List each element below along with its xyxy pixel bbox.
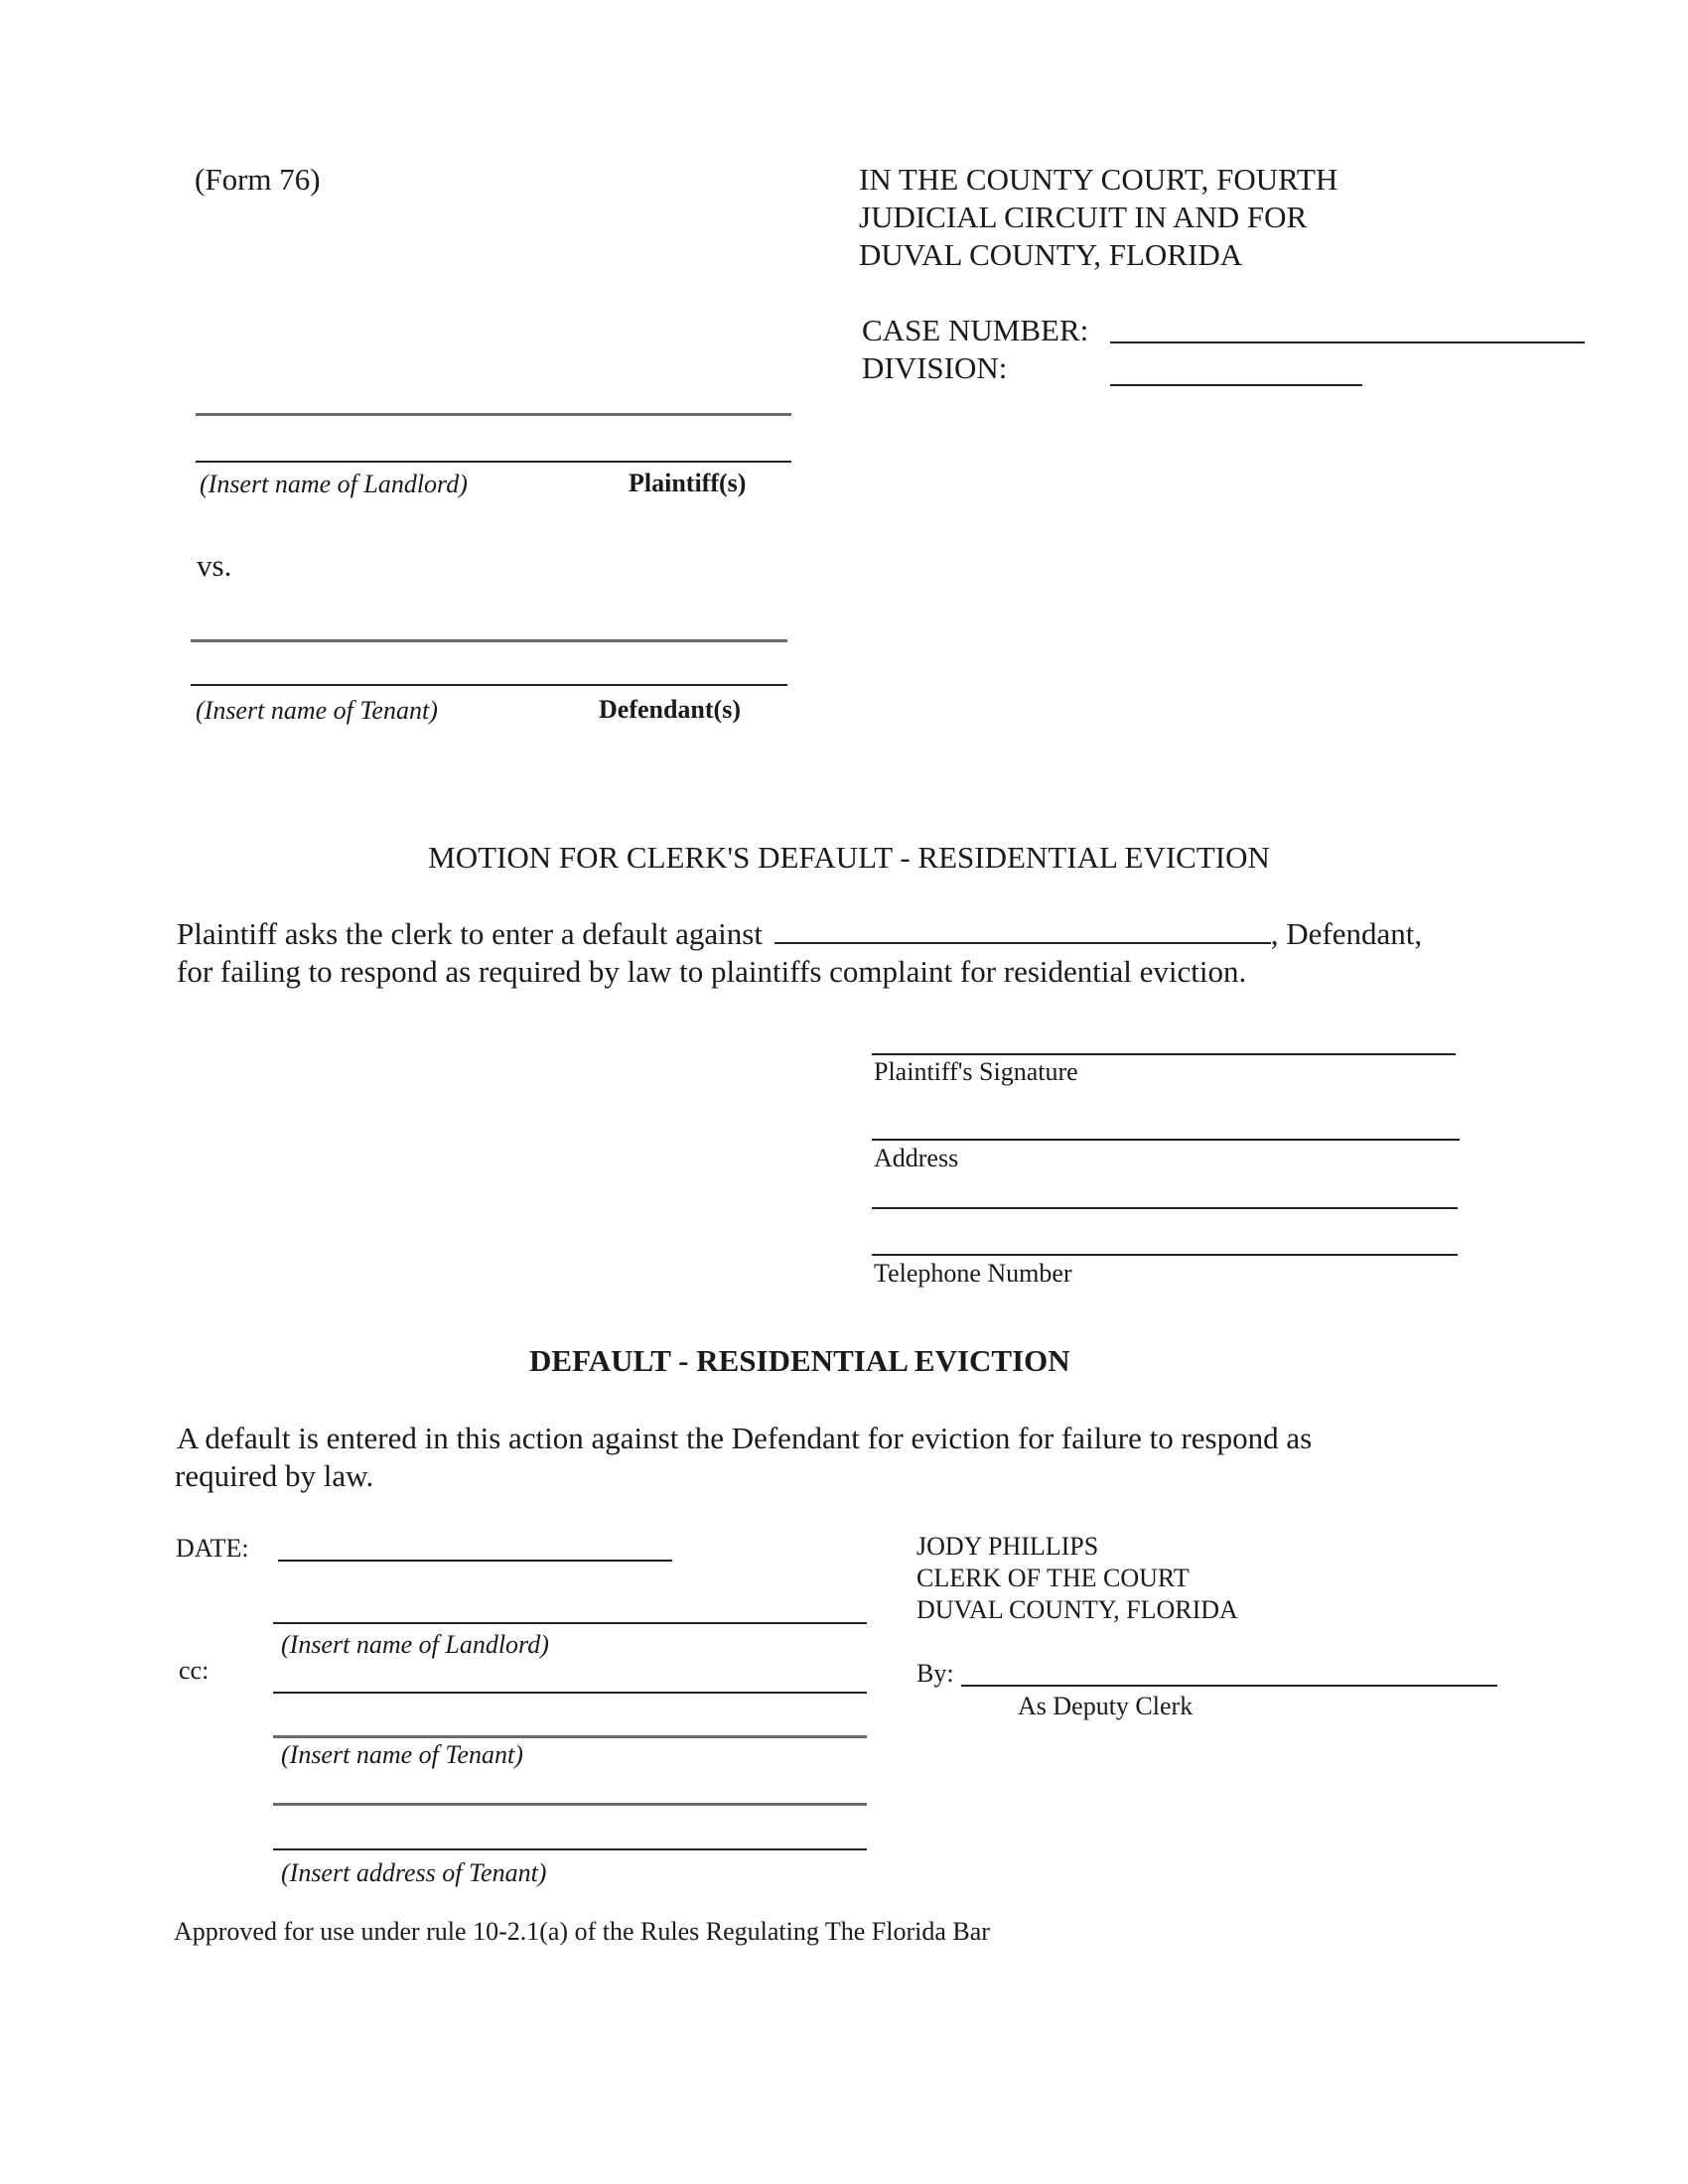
tenant-hint: (Insert name of Tenant) [196, 696, 438, 725]
cc-address-hint: (Insert address of Tenant) [281, 1858, 547, 1887]
plaintiff-signature-field[interactable] [872, 1053, 1456, 1055]
cc-tenant-field[interactable] [273, 1735, 867, 1738]
case-number-label: CASE NUMBER: [862, 313, 1089, 347]
landlord-name-field-2[interactable] [196, 461, 791, 463]
cc-tenant-hint: (Insert name of Tenant) [281, 1740, 523, 1769]
cc-landlord-hint: (Insert name of Landlord) [281, 1630, 549, 1659]
cc-tenant-address-field-2[interactable] [273, 1848, 867, 1850]
motion-text-before-blank: Plaintiff asks the clerk to enter a default against [177, 916, 763, 951]
address-label: Address [874, 1144, 959, 1172]
default-text-line-2: required by law. [175, 1458, 374, 1493]
address-field[interactable] [872, 1139, 1460, 1141]
deputy-label: As Deputy Clerk [1018, 1692, 1194, 1720]
clerk-line-1: JODY PHILLIPS [916, 1532, 1099, 1561]
by-label: By: [916, 1659, 954, 1688]
date-label: DATE: [176, 1534, 249, 1563]
motion-text-line-1 [177, 915, 1422, 953]
plaintiff-label: Plaintiff(s) [629, 469, 747, 497]
form-label: (Form 76) [195, 162, 321, 197]
landlord-name-field-1[interactable] [196, 413, 791, 416]
signature-label: Plaintiff's Signature [874, 1057, 1078, 1086]
clerk-line-2: CLERK OF THE COURT [916, 1564, 1190, 1592]
tenant-name-field-1[interactable] [191, 639, 787, 642]
telephone-field[interactable] [872, 1254, 1458, 1256]
motion-text-line-2: for failing to respond as required by law to plaintiffs complaint for residential eviction. [177, 954, 1247, 989]
tenant-name-field-2[interactable] [191, 684, 787, 686]
motion-text-after-blank: , Defendant, [1270, 916, 1423, 951]
cc-tenant-address-field-1[interactable] [273, 1803, 867, 1806]
division-label: DIVISION: [862, 350, 1008, 385]
date-field[interactable] [278, 1560, 672, 1562]
clerk-line-3: DUVAL COUNTY, FLORIDA [916, 1595, 1238, 1624]
court-line-3: DUVAL COUNTY, FLORIDA [859, 237, 1243, 272]
default-title: DEFAULT - RESIDENTIAL EVICTION [529, 1343, 1070, 1378]
court-line-2: JUDICIAL CIRCUIT IN AND FOR [859, 200, 1308, 234]
defendant-label: Defendant(s) [599, 695, 741, 724]
cc-landlord-field[interactable] [273, 1622, 867, 1624]
deputy-clerk-signature-field[interactable] [961, 1685, 1497, 1687]
landlord-hint: (Insert name of Landlord) [200, 470, 468, 498]
court-line-1: IN THE COUNTY COURT, FOURTH [859, 162, 1338, 197]
division-field[interactable] [1110, 384, 1362, 386]
case-number-field[interactable] [1110, 341, 1585, 343]
telephone-label: Telephone Number [874, 1259, 1072, 1288]
motion-title: MOTION FOR CLERK'S DEFAULT - RESIDENTIAL EVICTION [428, 840, 1270, 875]
vs-label: vs. [197, 548, 232, 583]
default-text-line-1: A default is entered in this action against the Defendant for eviction for failure to respond as [177, 1421, 1313, 1455]
address-field-2[interactable] [872, 1207, 1458, 1209]
cc-label: cc: [179, 1656, 210, 1685]
approval-text: Approved for use under rule 10-2.1(a) of the Rules Regulating The Florida Bar [174, 1917, 990, 1946]
cc-landlord-address-field[interactable] [273, 1692, 867, 1694]
defendant-name-blank[interactable] [774, 916, 1271, 944]
